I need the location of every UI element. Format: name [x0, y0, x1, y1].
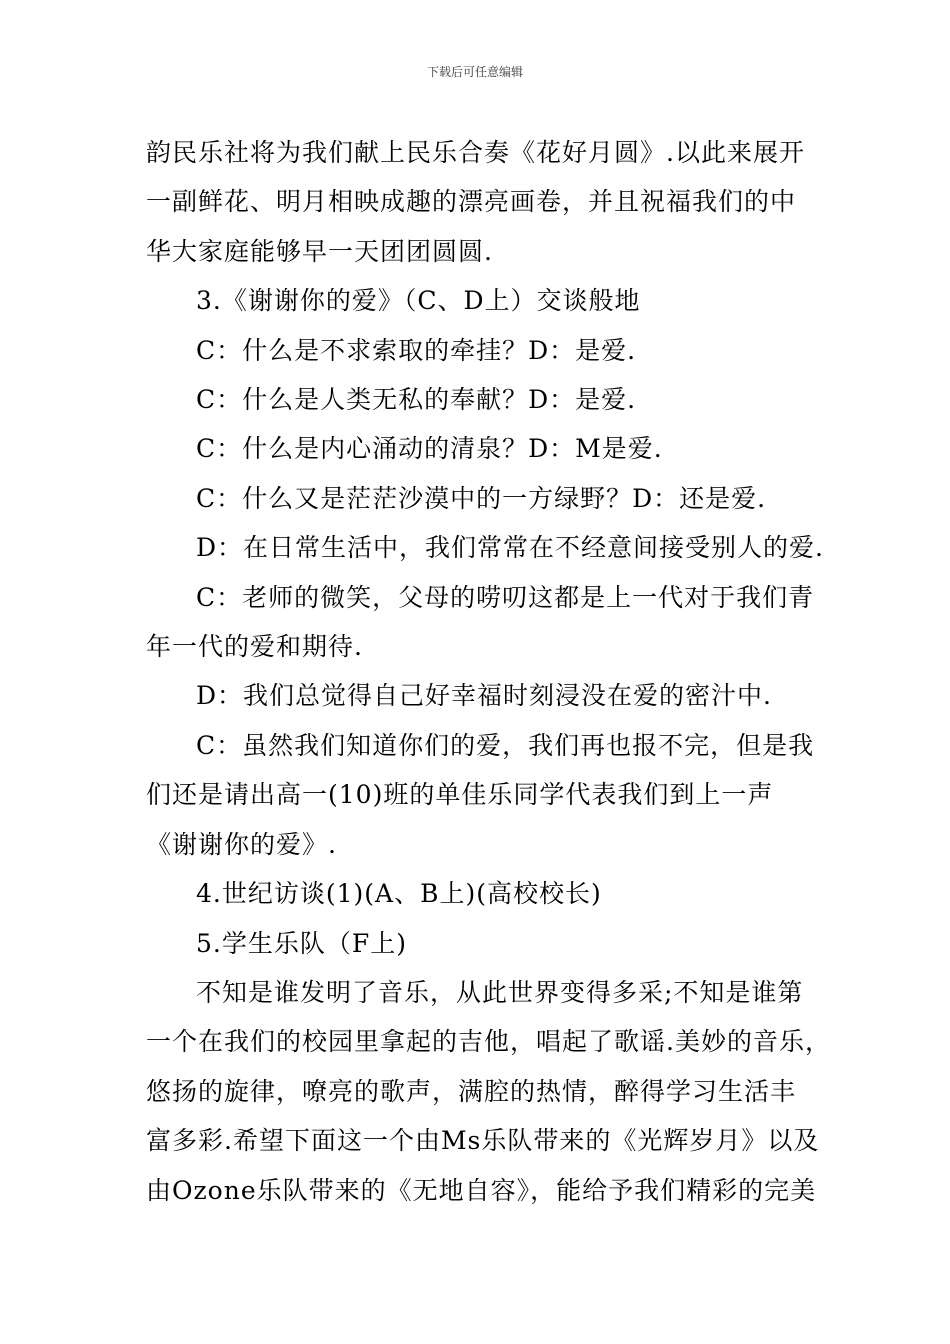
paragraph-7: D：在日常生活中，我们常常在不经意间接受别人的爱. [196, 533, 824, 563]
document-body [146, 128, 836, 1215]
paragraph-10: C：虽然我们知道你们的爱，我们再也报不完，但是我 们还是请出高一(10)班的单佳乐同学代表我们到上一声 《谢谢你的爱》. [146, 730, 815, 859]
paragraph-6: C：什么又是茫茫沙漠中的一方绿野？D：还是爱. [196, 483, 767, 513]
paragraph-5: C：什么是内心涌动的清泉？D：M是爱. [196, 434, 663, 464]
paragraph-13: 不知是谁发明了音乐，从此世界变得多采;不知是谁第 一个在我们的校园里拿起的吉他，唱起了歌谣.美妙的音乐， 悠扬的旋律，嘹亮的歌声，满腔的热情，醉得学习生活丰 富多彩.希望下面这一个由Ms乐队带来的《光辉岁月》以及 由Ozone乐队带来的《无地自容》，能给予我们精彩的完美 [146, 977, 831, 1205]
paragraph-11: 4.世纪访谈(1)(A、B上)(高校校长) [196, 879, 602, 909]
paragraph-4: C：什么是人类无私的奉献？D：是爱. [196, 385, 637, 415]
page-header: 下载后可任意编辑 [426, 65, 523, 79]
paragraph-9: D：我们总觉得自己好幸福时刻浸没在爱的密汁中. [196, 681, 772, 711]
paragraph-2: 3.《谢谢你的爱》（C、D上）交谈般地 [196, 286, 641, 316]
paragraph-1: 韵民乐社将为我们献上民乐合奏《花好月圆》.以此来展开 一副鲜花、明月相映成趣的漂亮画卷，并且祝福我们的中 华大家庭能够早一天团团圆圆. [146, 138, 805, 266]
paragraph-3: C：什么是不求索取的牵挂？D：是爱. [196, 335, 637, 365]
paragraph-8: C：老师的微笑，父母的唠叨这都是上一代对于我们青 年一代的爱和期待. [146, 582, 815, 662]
paragraph-12: 5.学生乐队（F上) [196, 928, 407, 958]
